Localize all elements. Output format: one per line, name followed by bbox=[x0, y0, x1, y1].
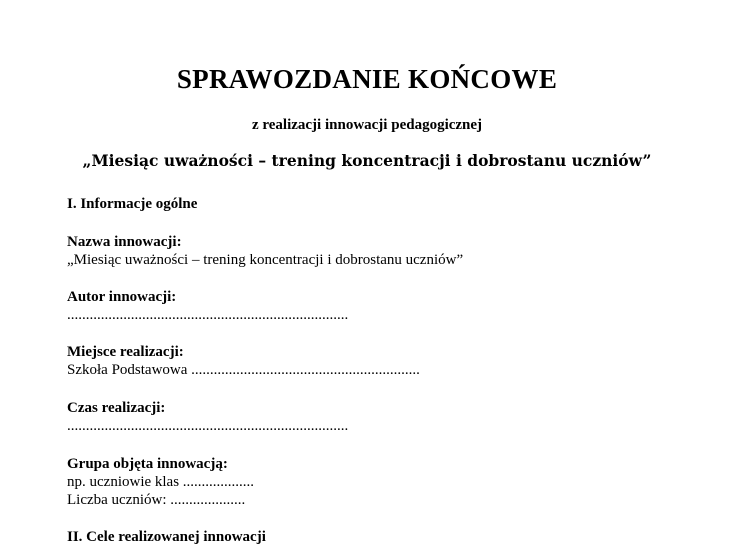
group-classes-value: np. uczniowie klas ................... bbox=[67, 474, 255, 490]
section-heading-general-info: I. Informacje ogólne bbox=[67, 196, 198, 212]
document-title: SPRAWOZDANIE KOŃCOWE bbox=[176, 64, 558, 94]
time-label: Czas realizacji: bbox=[67, 400, 166, 416]
innovation-name-field bbox=[67, 233, 463, 269]
place-value: Szkoła Podstawowa ............................................................. bbox=[67, 362, 420, 378]
group-count-value: Liczba uczniów: .................... bbox=[67, 492, 246, 508]
innovation-name-label: Nazwa innowacji: bbox=[67, 234, 182, 250]
place-label: Miejsce realizacji: bbox=[67, 344, 184, 360]
author-field bbox=[67, 288, 348, 324]
author-value: ........................................................................... bbox=[67, 307, 349, 323]
innovation-name-value: „Miesiąc uważności – trening koncentracji i dobrostanu uczniów” bbox=[67, 252, 464, 268]
author-label: Autor innowacji: bbox=[67, 289, 177, 305]
section-heading-goals: II. Cele realizowanej innowacji bbox=[67, 529, 266, 545]
document-subtitle: z realizacji innowacji pedagogicznej bbox=[251, 117, 483, 133]
place-field bbox=[67, 343, 420, 379]
innovation-title: „Miesiąc uważności – trening koncentracji i dobrostanu uczniów” bbox=[82, 151, 652, 170]
group-field bbox=[67, 455, 254, 509]
time-value: ........................................................................... bbox=[67, 418, 349, 434]
group-label: Grupa objęta innowacją: bbox=[67, 456, 228, 472]
time-field bbox=[67, 399, 348, 435]
